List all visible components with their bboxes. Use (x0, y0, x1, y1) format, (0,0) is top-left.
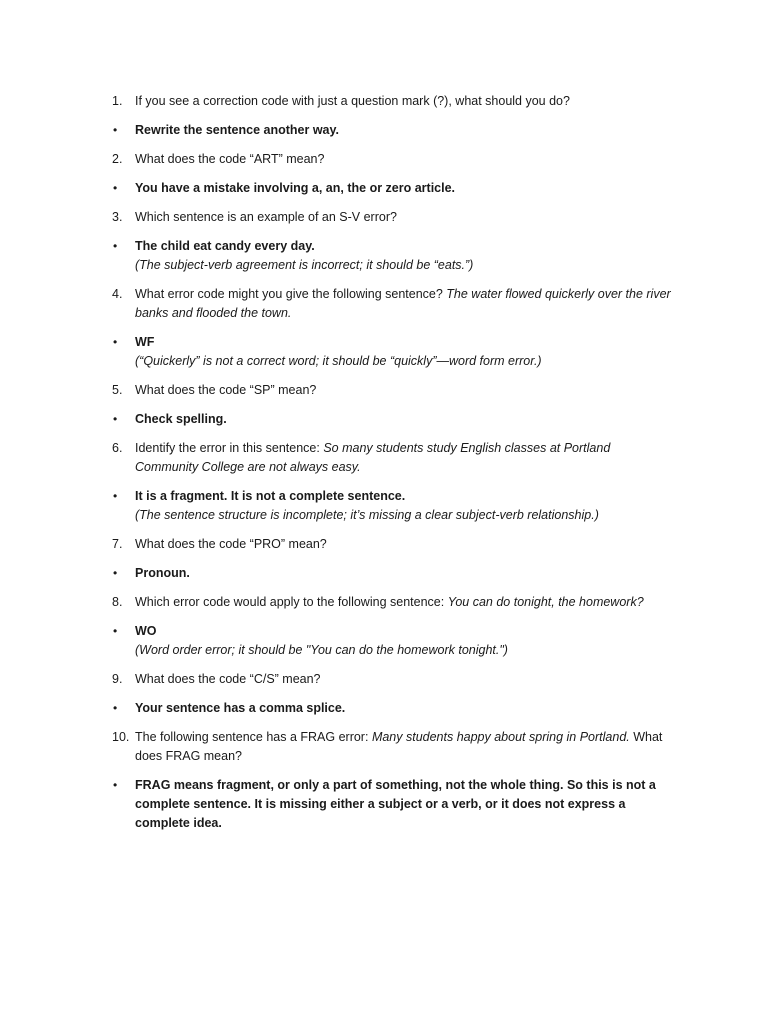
question-item (112, 208, 672, 227)
answer-text: Pronoun. (135, 566, 190, 580)
answer-item (112, 699, 672, 718)
question-number: 9. (112, 672, 123, 686)
answer-explanation: (The subject-verb agreement is incorrect; it should be “eats.”) (135, 258, 474, 272)
bullet-icon: • (113, 566, 118, 580)
answer-text: Your sentence has a comma splice. (135, 701, 346, 715)
question-item (112, 381, 672, 400)
example-sentence: So many students study English classes at Portland Community College are not always easy. (135, 441, 611, 474)
question-text: What error code might you give the following sentence? (135, 287, 443, 301)
question-item (112, 92, 672, 111)
example-sentence: You can do tonight, the homework? (447, 595, 644, 609)
question-text: Which error code would apply to the following sentence: (135, 595, 445, 609)
answer-item (112, 333, 672, 371)
example-sentence: The water flowed quickerly over the river banks and flooded the town. (135, 287, 671, 320)
bullet-icon: • (113, 123, 118, 137)
bullet-icon: • (113, 624, 118, 638)
question-number: 4. (112, 287, 123, 301)
answer-item (112, 776, 672, 833)
bullet-icon: • (113, 412, 118, 426)
answer-item (112, 622, 672, 660)
bullet-icon: • (113, 335, 118, 349)
question-item (112, 535, 672, 554)
question-text: What does the code “SP” mean? (135, 383, 317, 397)
bullet-icon: • (113, 701, 118, 715)
question-number: 7. (112, 537, 123, 551)
question-number: 2. (112, 152, 123, 166)
question-number: 3. (112, 210, 123, 224)
question-number: 10. (112, 730, 130, 744)
answer-explanation: (“Quickerly” is not a correct word; it should be “quickly”—word form error.) (135, 354, 542, 368)
answer-explanation: (Word order error; it should be "You can do the homework tonight.") (135, 643, 508, 657)
answer-item (112, 410, 672, 429)
bullet-icon: • (113, 239, 118, 253)
answer-text: Rewrite the sentence another way. (135, 123, 339, 137)
answer-item (112, 237, 672, 275)
bullet-icon: • (113, 778, 118, 792)
bullet-icon: • (113, 181, 118, 195)
question-item (112, 670, 672, 689)
question-number: 5. (112, 383, 123, 397)
question-text: What does the code “PRO” mean? (135, 537, 327, 551)
question-number: 6. (112, 441, 123, 455)
question-text: Which sentence is an example of an S-V error? (135, 210, 397, 224)
question-number: 1. (112, 94, 123, 108)
question-item (112, 285, 672, 323)
question-item (112, 439, 672, 477)
answer-text: You have a mistake involving a, an, the or zero article. (135, 181, 456, 195)
answer-item (112, 487, 672, 525)
answer-text: The child eat candy every day. (135, 239, 315, 253)
question-text: What does the code “C/S” mean? (135, 672, 321, 686)
answer-explanation: (The sentence structure is incomplete; it’s missing a clear subject-verb relationship.) (135, 508, 599, 522)
answer-text: Check spelling. (135, 412, 227, 426)
question-text: The following sentence has a FRAG error: (135, 730, 369, 744)
answer-item (112, 121, 672, 140)
question-item (112, 150, 672, 169)
question-text: What does the code “ART” mean? (135, 152, 325, 166)
bullet-icon: • (113, 489, 118, 503)
question-text: If you see a correction code with just a question mark (?), what should you do? (135, 94, 570, 108)
question-text: Identify the error in this sentence: (135, 441, 320, 455)
answer-item (112, 179, 672, 198)
example-sentence: Many students happy about spring in Portland. (371, 730, 630, 744)
question-answer-list (112, 92, 672, 843)
question-item (112, 593, 672, 612)
question-item (112, 728, 672, 766)
question-number: 8. (112, 595, 123, 609)
answer-text: FRAG means fragment, or only a part of something, not the whole thing. So this is not a complete sentence. It is missing either a subject or a verb, or it does not express a complete idea. (135, 778, 656, 830)
answer-text: WO (135, 624, 157, 638)
answer-text: WF (135, 335, 155, 349)
question-text-continued: What does FRAG mean? (135, 730, 663, 763)
answer-item (112, 564, 672, 583)
answer-text: It is a fragment. It is not a complete sentence. (135, 489, 406, 503)
